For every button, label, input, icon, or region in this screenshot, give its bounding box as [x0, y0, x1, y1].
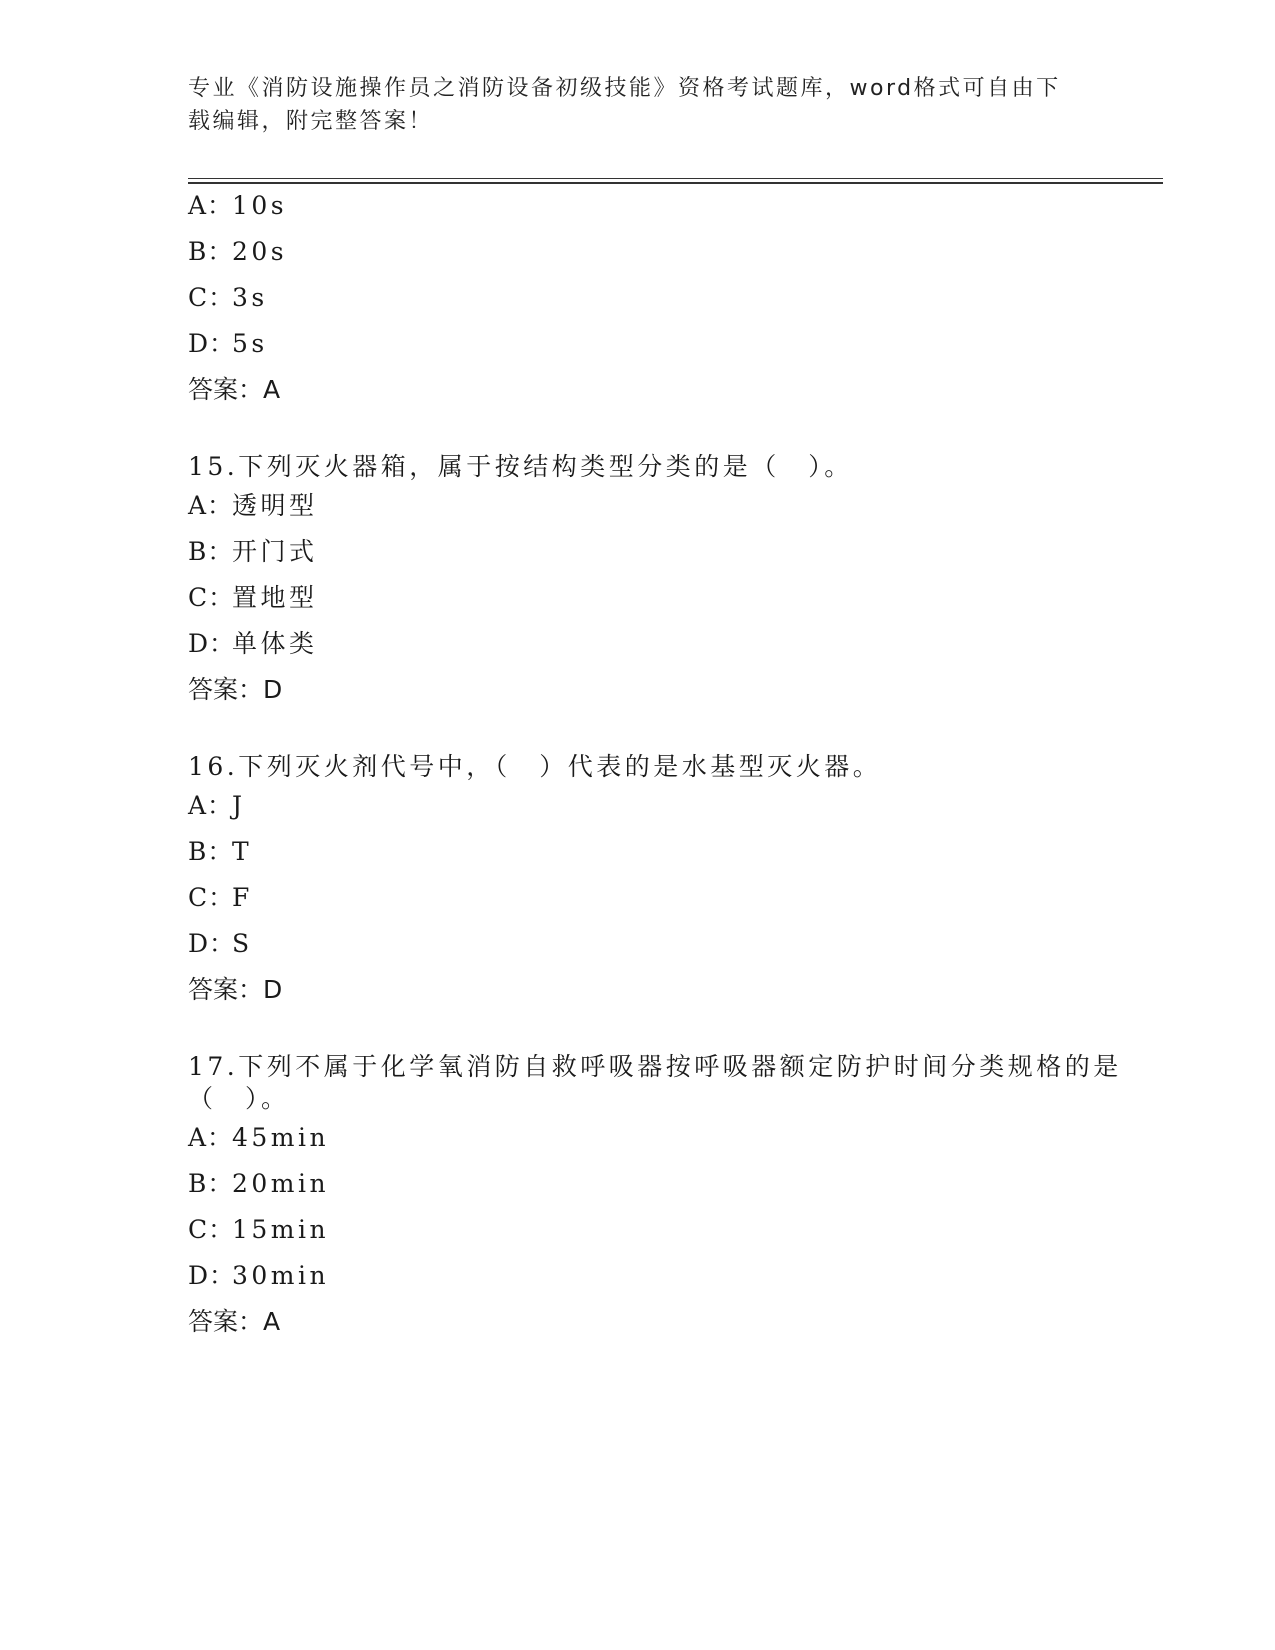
- question-14-continued: [188, 190, 1148, 412]
- option-c: C：15min: [188, 1215, 330, 1244]
- header-line-2: 载编辑，附完整答案！: [188, 109, 434, 134]
- question-list: [188, 190, 1148, 1383]
- question-16: [188, 751, 1148, 1012]
- header-divider-thin: [188, 178, 1163, 179]
- option-b: B：T: [188, 837, 253, 866]
- question-stem: 17.下列不属于化学氧消防自救呼吸器按呼吸器额定防护时间分类规格的是（ ）。: [188, 1052, 1122, 1113]
- header-line-1: 专业《消防设施操作员之消防设备初级技能》资格考试题库，word格式可自由下: [188, 76, 1061, 101]
- option-a: A：透明型: [188, 491, 318, 520]
- answer-line: 答案：D: [188, 675, 285, 704]
- answer-line: 答案：D: [188, 975, 285, 1004]
- option-b: B：20s: [188, 237, 288, 266]
- option-d: D：单体类: [188, 629, 318, 658]
- answer-key: D: [263, 675, 285, 704]
- document-header: [188, 72, 1088, 138]
- answer-key: A: [263, 1307, 283, 1336]
- option-d: D：5s: [188, 329, 268, 358]
- answer-key: A: [263, 375, 283, 404]
- option-d: D：30min: [188, 1261, 330, 1290]
- answer-key: D: [263, 975, 285, 1004]
- option-a: A：45min: [188, 1123, 330, 1152]
- option-c: C：置地型: [188, 583, 318, 612]
- question-15: [188, 451, 1148, 712]
- option-b: B：开门式: [188, 537, 318, 566]
- option-d: D：S: [188, 929, 253, 958]
- option-c: C：3s: [188, 283, 268, 312]
- option-a: A：J: [188, 791, 246, 820]
- answer-line: 答案：A: [188, 375, 283, 404]
- option-a: A：10s: [188, 191, 288, 220]
- option-c: C：F: [188, 883, 253, 912]
- question-17: [188, 1051, 1148, 1344]
- answer-line: 答案：A: [188, 1307, 283, 1336]
- option-b: B：20min: [188, 1169, 330, 1198]
- question-stem: 16.下列灭火剂代号中，（ ）代表的是水基型灭火器。: [188, 752, 882, 781]
- header-divider-thick: [188, 182, 1163, 184]
- question-stem: 15.下列灭火器箱，属于按结构类型分类的是（ ）。: [188, 452, 853, 481]
